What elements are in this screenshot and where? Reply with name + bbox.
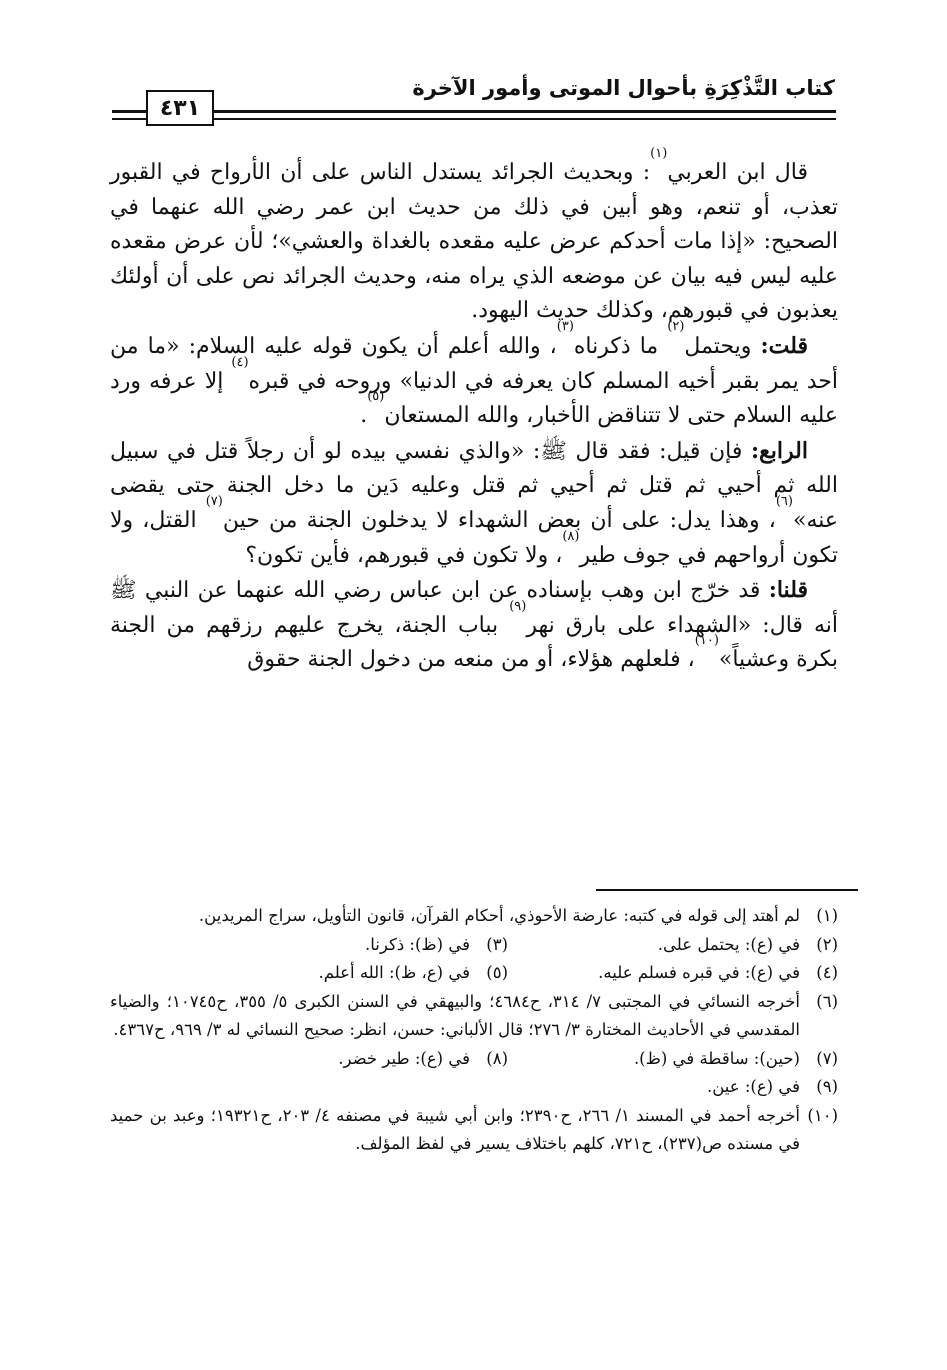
- footnote-ref: (٩): [509, 598, 527, 614]
- footnote-text: في (ع): يحتمل على.: [657, 934, 800, 954]
- running-header-title: كتاب التَّذْكِرَةِ بأحوال الموتى وأمور الآخرة: [412, 76, 835, 100]
- footnote: [110, 1102, 838, 1159]
- text-run: ما ذكرناه: [573, 333, 668, 359]
- paragraph: [110, 434, 838, 573]
- footnote-text: في (ع): في قبره فسلم عليه.: [598, 963, 800, 982]
- footnote-ref: (١٠): [694, 633, 719, 649]
- text-run: ، فلعلهم هؤلاء، أو من منعه من دخول الجنة حقوق: [247, 647, 695, 673]
- footnote-pair: [110, 959, 838, 988]
- main-text: [110, 146, 839, 678]
- text-run: .: [360, 403, 368, 429]
- paragraph-lead: الرابع:: [750, 437, 808, 464]
- footnote: [178, 1045, 508, 1074]
- footnote-text: أخرجه النسائي في المجتبى ٧/ ٣١٤، ح٤٦٨٤؛ والبيهقي في السنن الكبرى ٥/ ٣٥٥، ح١٠٧٤٥؛ والضياء المقدسي في الأحاديث المختارة ٣/ ٢٧٦؛ قال الألباني: حسن، انظر: صحيح النسائي له ٣/ ٩٦٩، ح٤٣٦٧.: [110, 991, 801, 1039]
- footnote-text: في (ع، ظ): الله أعلم.: [318, 963, 470, 982]
- footnote-number: (١): [816, 906, 838, 925]
- text-run: : وبحديث الجرائد يستدل الناس على أن الأرواح في القبور تعذب، أو تنعم، وهو أبين في ذلك من حديث ابن عمر رضي الله عنهما في الصحيح: «إذا مات أحدكم عرض عليه مقعده بالغداة والعشي»؛ لأن عرض مقعده عليه ليس فيه بيان عن موضعه الذي يراه منه، وحديث الجرائد نص على أن أولئك يعذبون في قبورهم، وكذلك حديث اليهود.: [110, 160, 838, 324]
- paragraph-lead: قلنا:: [768, 577, 808, 604]
- footnote-number: (٦): [816, 991, 838, 1011]
- text-run: قال ابن العربي: [667, 160, 809, 185]
- text-run: فإن قيل: فقد قال ﷺ: «والذي نفسي بيده لو أن رجلاً قتل في سبيل الله ثم أحيي ثم قتل ثم أحيي ثم قتل وعليه دَين ما دخل الجنة حتى يقضى عنه»: [110, 438, 839, 533]
- footnote-number: (٥): [486, 963, 508, 982]
- footnote-number: (٨): [486, 1048, 508, 1068]
- footnote-number: (٧): [816, 1048, 838, 1068]
- footnote: [178, 959, 508, 988]
- footnote: [178, 931, 508, 960]
- footnotes: [110, 902, 838, 1159]
- text-run: بباب الجنة، يخرج عليهم رزقهم من الجنة بكرة وعشياً»: [110, 612, 838, 673]
- text-run: إلا عرفه ورد عليه السلام حتى لا تتناقض الأخبار، والله المستعان: [110, 368, 838, 429]
- paragraph: [110, 146, 838, 329]
- header-rule-thin: [112, 118, 836, 120]
- page-number: ٤٣١: [146, 90, 214, 126]
- footnote-text: في (ع): طير خضر.: [338, 1048, 470, 1068]
- text-run: ، والله أعلم أن يكون قوله عليه السلام: «ما من أحد يمر بقبر أخيه المسلم كان يعرفه في الدنيا» وروحه في قبره: [110, 333, 838, 394]
- text-run: ويحتمل: [684, 333, 761, 359]
- footnote-ref: (١): [650, 146, 668, 161]
- footnote-ref: (٨): [562, 528, 580, 544]
- footnote-number: (١٠): [807, 1105, 838, 1125]
- footnote-text: في (ظ): ذكرنا.: [365, 934, 470, 954]
- footnote: [508, 1045, 838, 1074]
- footnote: [110, 902, 838, 931]
- footnote: [508, 931, 838, 960]
- footnote-number: (٢): [816, 934, 838, 954]
- footnote-number: (٤): [816, 963, 838, 982]
- footnote-separator: [596, 889, 858, 891]
- footnote-text: (حين): ساقطة في (ظ).: [633, 1048, 800, 1068]
- footnote-text: أخرجه أحمد في المسند ١/ ٢٦٦، ح٢٣٩٠؛ وابن أبي شيبة في مصنفه ٤/ ٢٠٣، ح١٩٣٢١؛ وعبد بن حميد في مسنده ص(٢٣٧)، ح٧٢١، كلهم باختلاف يسير في لفظ المؤلف.: [110, 1105, 801, 1153]
- text-run: قد خرّج ابن وهب بإسناده عن ابن عباس رضي الله عنهما عن النبي ﷺ أنه قال: «الشهداء على بارق نهر: [110, 578, 839, 638]
- text-run: ، وهذا يدل: على أن بعض الشهداء لا يدخلون الجنة من حين: [222, 507, 776, 533]
- footnote: [508, 959, 838, 988]
- footnote-ref: (٦): [775, 493, 793, 509]
- footnote-pair: [110, 1045, 838, 1074]
- footnote: [110, 988, 838, 1045]
- footnote-ref: (٧): [205, 493, 223, 509]
- footnote-ref: (٤): [231, 354, 249, 370]
- footnote: [110, 1073, 838, 1102]
- footnote-text: في (ع): عين.: [706, 1077, 800, 1096]
- paragraph: [110, 318, 838, 434]
- paragraph: [110, 573, 838, 678]
- paragraph-lead: قلت:: [760, 332, 808, 359]
- text-run: القتل، ولا تكون أرواحهم في جوف طير: [110, 507, 838, 568]
- footnote-number: (٣): [486, 934, 508, 954]
- footnote-text: لم أهتد إلى قوله في كتبه: عارضة الأحوذي، أحكام القرآن، قانون التأويل، سراج المريدين.: [198, 906, 800, 925]
- footnote-ref: (٣): [556, 318, 574, 334]
- footnote-number: (٩): [816, 1077, 838, 1096]
- header-rule-thick: [112, 110, 836, 113]
- footnote-ref: (٥): [367, 389, 385, 405]
- footnote-pair: [110, 931, 838, 960]
- text-run: ، ولا تكون في قبورهم، فأين تكون؟: [245, 542, 563, 568]
- footnote-ref: (٢): [667, 318, 685, 334]
